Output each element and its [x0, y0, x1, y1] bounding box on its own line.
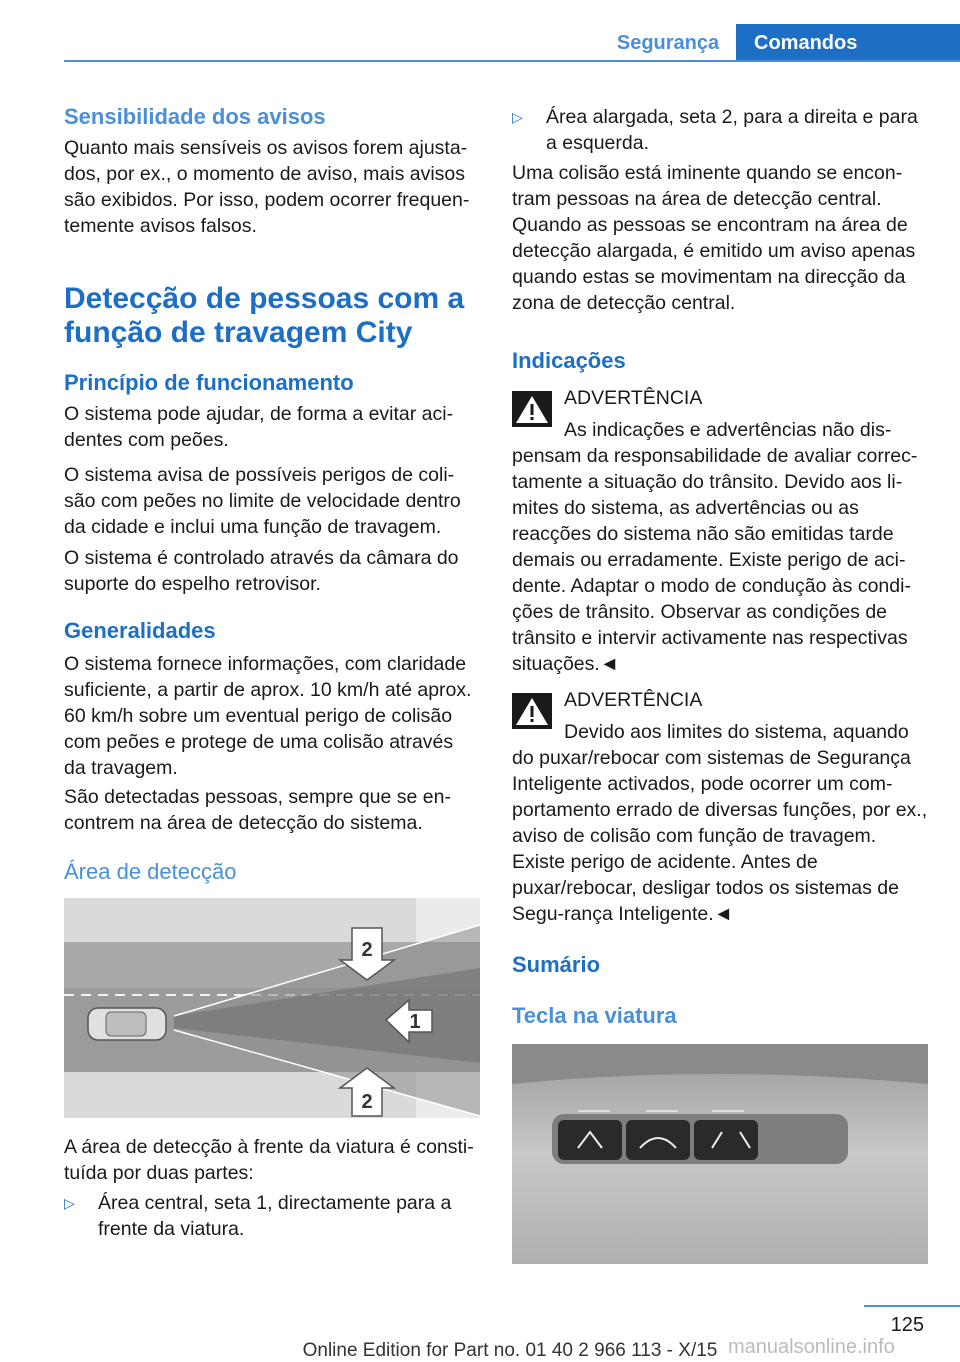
detection-area-figure: [64, 898, 480, 1118]
arrow-label-bottom: 2: [361, 1091, 373, 1113]
heading-area-deteccao: Área de detecção: [64, 859, 237, 884]
heading-indicacoes: Indicações: [512, 348, 626, 373]
lane-warning-button: [694, 1120, 758, 1160]
paragraph-generalidades-1: O sistema fornece informações, com claridade suficiente, a partir de aprox. 10 km/h até aprox. 60 km/h sobre um eventual perigo de colisão com peões e protege de uma colisão através da travagem.: [64, 653, 472, 779]
warning-2-first-line: Devido aos limites do sistema, aquando: [564, 721, 909, 743]
warning-1-first-line: As indicações e advertências não dis-: [564, 419, 892, 441]
paragraph-principio-1: O sistema pode ajudar, de forma a evitar aci-dentes com peões.: [64, 403, 454, 451]
paragraph-colisao: Uma colisão está iminente quando se encon-tram pessoas na área de detecção central. Quando as pessoas se encontram na área de detecção alargada, é emitido um aviso apenas quando estas se movimentam na direcção da zona de detecção central.: [512, 162, 916, 314]
header-section-tab: Segurança: [616, 32, 720, 54]
heading-principio: Princípio de funcionamento: [64, 370, 354, 395]
paragraph-generalidades-2: São detectadas pessoas, sempre que se en-contrem na área de detecção do sistema.: [64, 786, 451, 834]
warning-triangle-icon: [512, 391, 552, 427]
pedestrian-warning-button: [558, 1120, 622, 1160]
arrow-label-mid: 1: [409, 1011, 421, 1033]
page-number: 125: [890, 1314, 924, 1336]
footer-edition: Online Edition for Part no. 01 40 2 966 113 - X/15: [302, 1340, 718, 1361]
warning-2-text: do puxar/rebocar com sistemas de Segurança Inteligente activados, pode ocorrer um com-portamento errado de diversas funções, por ex., aviso de colisão com função de travagem. Existe perigo de acidente. Antes de puxar/rebocar, desligar todos os sistemas de Segu-rança Inteligente.◄: [512, 747, 928, 925]
bullet-triangle-icon: ▷: [64, 1195, 75, 1211]
warning-1-title: ADVERTÊNCIA: [564, 387, 703, 409]
collision-warning-button: [626, 1120, 690, 1160]
bullet-triangle-icon: ▷: [512, 109, 523, 125]
footer-rule: [864, 1305, 960, 1307]
paragraph-principio-2: O sistema avisa de possíveis perigos de coli-são com peões no limite de velocidade dentro da cidade e inclui uma função de travagem.: [64, 464, 461, 538]
header-chapter-tab: Comandos: [736, 24, 960, 62]
page-title: Detecção de pessoas com a função de travagem City: [64, 282, 465, 349]
list-item: ▷ Área central, seta 1, directamente para a frente da viatura.: [64, 1192, 452, 1240]
button-panel-photo: [512, 1044, 928, 1264]
list-item: ▷ Área alargada, seta 2, para a direita e para a esquerda.: [512, 106, 918, 154]
heading-sensibilidade: Sensibilidade dos avisos: [64, 104, 326, 129]
car-icon: [88, 1008, 166, 1040]
warning-2-title: ADVERTÊNCIA: [564, 689, 703, 711]
warning-triangle-icon: [512, 693, 552, 729]
heading-sumario: Sumário: [512, 952, 601, 977]
heading-tecla: Tecla na viatura: [512, 1003, 677, 1028]
watermark: manualsonline.info: [728, 1336, 895, 1358]
warning-1-text: pensam da responsabilidade de avaliar correc-tamente a situação do trânsito. Devido aos li-mites do sistema, as advertências ou as reacções do sistema não são emitidas tarde demais ou erradamente. Existe perigo de aci-dente. Adaptar o modo de condução às condi-ções de trânsito. Observar as condições de trânsito e intervir activamente nas respectivas situações.◄: [512, 445, 918, 675]
arrow-label-top: 2: [361, 939, 373, 961]
header-rule: [64, 60, 960, 62]
paragraph-area: A área de detecção à frente da viatura é consti-tuída por duas partes:: [64, 1136, 474, 1184]
paragraph-sensibilidade: Quanto mais sensíveis os avisos forem ajusta-dos, por ex., o momento de aviso, mais avisos são exibidos. Por isso, podem ocorrer frequen-temente avisos falsos.: [64, 137, 470, 237]
heading-generalidades: Generalidades: [64, 618, 216, 643]
paragraph-principio-3: O sistema é controlado através da câmara do suporte do espelho retrovisor.: [64, 547, 459, 595]
